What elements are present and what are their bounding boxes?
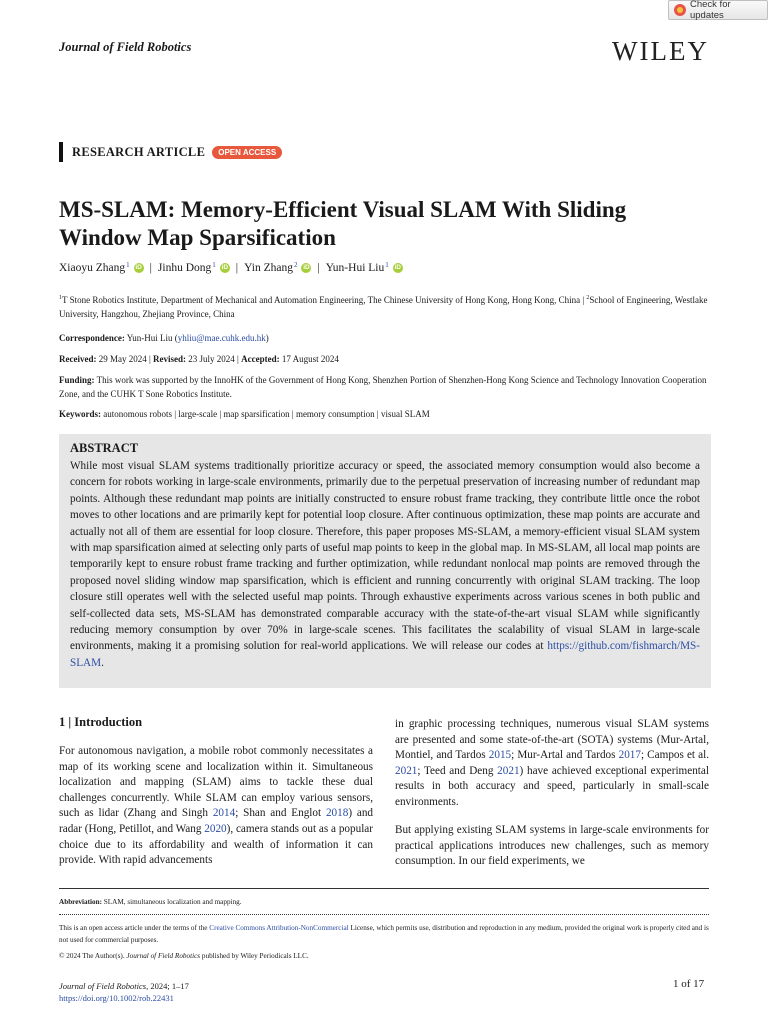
author-name[interactable]: Xiaoyu Zhang xyxy=(59,262,126,274)
intro-text: ; Shan and Englot xyxy=(235,807,326,820)
author-name[interactable]: Jinhu Dong xyxy=(157,262,212,274)
license-text: This is an open access article under the terms of the xyxy=(59,924,210,932)
revised-label: Revised: xyxy=(153,354,187,364)
revised-date: 23 July 2024 | xyxy=(186,354,242,364)
article-title xyxy=(59,196,719,252)
author[interactable] xyxy=(59,262,144,274)
article-type xyxy=(59,142,282,162)
correspondence-name: Yun-Hui Liu ( xyxy=(124,333,178,343)
intro-text: For autonomous navigation, a mobile robot commonly necessitates a map of its working scene and localization within it. Simultaneous localization and mapping (SLAM) aims to tackle these dual challenges concurrently. While SLAM can employ various sensors, such as lidar (Zhang and Singh xyxy=(59,745,373,820)
publisher-logo: WILEY xyxy=(612,36,709,66)
article-type-label: RESEARCH ARTICLE xyxy=(72,144,206,159)
author[interactable] xyxy=(326,262,403,274)
open-access-badge: OPEN ACCESS xyxy=(212,146,282,159)
crossmark-icon xyxy=(674,4,686,16)
intro-text: ) and radar (Hong, Petillot, and Wang xyxy=(59,807,374,835)
citation-link[interactable]: 2020 xyxy=(204,822,227,835)
abstract-text xyxy=(70,458,700,671)
author-separator: | xyxy=(149,262,152,274)
funding-label: Funding: xyxy=(59,375,95,385)
abbreviation-text: SLAM, simultaneous localization and mapping. xyxy=(102,898,242,906)
abbreviation-label: Abbreviation: xyxy=(59,898,102,906)
intro-text: ), camera stands out as a popular choice due to its affordability and wealth of information it can provide. With rapid advancements xyxy=(59,822,373,867)
abstract-heading: ABSTRACT xyxy=(70,441,139,455)
license-link[interactable]: Creative Commons Attribution-NonCommercial xyxy=(209,924,349,932)
affiliation-1: T Stone Robotics Institute, Department of Mechanical and Automation Engineering, The Chinese University of Hong Kong, Hong Kong, China | xyxy=(62,295,587,305)
author-affil-sup: 1 xyxy=(126,261,130,269)
intro-text: ; Mur-Artal and Tardos xyxy=(511,749,619,762)
copyright-note xyxy=(59,950,711,962)
check-for-updates-button[interactable] xyxy=(668,0,768,20)
orcid-icon[interactable]: iD xyxy=(303,264,310,271)
license-text: License, which permits use, distribution and reproduction in any medium, provided the original work is properly cited and is not used for commercial purposes. xyxy=(59,924,709,944)
copyright-text: published by Wiley Periodicals LLC. xyxy=(200,952,309,960)
citation-link[interactable]: 2014 xyxy=(212,807,236,820)
license-note xyxy=(59,922,711,946)
affil-sup: 1 xyxy=(59,295,62,301)
orcid-icon[interactable]: iD xyxy=(221,264,229,271)
received-label: Received: xyxy=(59,354,97,364)
footnote-divider xyxy=(59,914,709,915)
accepted-label: Accepted: xyxy=(241,354,280,364)
footer-journal: Journal of Field Robotics xyxy=(59,981,147,991)
footnote-divider xyxy=(59,888,709,889)
author-name[interactable]: Yin Zhang xyxy=(244,262,293,274)
author-separator: | xyxy=(317,262,320,274)
author-list xyxy=(59,262,403,274)
author-separator: | xyxy=(235,262,239,274)
citation-link[interactable]: 2018 xyxy=(325,807,349,820)
orcid-icon[interactable]: iD xyxy=(135,264,142,271)
author[interactable] xyxy=(158,262,230,274)
author-affil-sup: 1 xyxy=(385,261,389,269)
keywords-text: autonomous robots | large-scale | map sparsification | memory consumption | visual SLAM xyxy=(101,409,430,419)
copyright-journal: Journal of Field Robotics xyxy=(126,952,201,960)
author[interactable] xyxy=(244,262,311,274)
intro-text: ; Campos et al. xyxy=(640,749,709,762)
doi-link[interactable]: https://doi.org/10.1002/rob.22431 xyxy=(59,993,174,1003)
citation-link[interactable]: 2021 xyxy=(497,764,520,777)
abstract-end: . xyxy=(101,656,104,669)
citation-link[interactable]: 2017 xyxy=(618,749,641,762)
page-number: 1 of 17 xyxy=(673,978,705,990)
funding xyxy=(59,373,711,401)
correspondence-label: Correspondence: xyxy=(59,333,125,343)
author-affil-sup: 1 xyxy=(212,261,216,269)
affiliations xyxy=(59,291,711,321)
correspondence-close: ) xyxy=(265,333,269,343)
correspondence xyxy=(59,331,711,345)
section-heading: 1 | Introduction xyxy=(59,715,143,729)
title-line-2: Window Map Sparsification xyxy=(59,225,336,250)
intro-right-paragraph-2: But applying existing SLAM systems in large-scale environments for practical applications introduces new challenges, such as memory consumption. In our field experiments, we xyxy=(395,824,709,868)
accepted-date: 17 August 2024 xyxy=(279,354,339,364)
author-affil-sup: 2 xyxy=(293,261,298,269)
intro-text: ) have achieved exceptional experimental results in both accuracy and speed, particularly in small-scale environments. xyxy=(395,764,709,808)
orcid-icon[interactable]: iD xyxy=(394,264,401,271)
intro-left-column xyxy=(59,744,373,869)
journal-name: Journal of Field Robotics xyxy=(59,40,192,54)
affiliation-2: School of Engineering, Westlake University, Hangzhou, Zhejiang Province, China xyxy=(59,295,708,319)
funding-text: This work was supported by the InnoHK of the Government of Hong Kong, Shenzhen Portion of Shenzhen-Hong Kong Science and Technology Innovation Cooperation Zone, and the CUHK T Sone Robotics Institute. xyxy=(59,375,707,399)
correspondence-email-link[interactable]: yhliu@mae.cuhk.edu.hk xyxy=(177,333,266,343)
keywords-label: Keywords: xyxy=(59,409,101,419)
title-line-1: MS-SLAM: Memory-Efficient Visual SLAM With Sliding xyxy=(59,197,627,222)
citation-link[interactable]: 2015 xyxy=(488,749,512,762)
received-date: 29 May 2024 | xyxy=(96,354,154,364)
citation-link[interactable]: 2021 xyxy=(395,764,418,777)
intro-text: ; Teed and Deng xyxy=(417,764,498,777)
copyright-text: © 2024 The Author(s). xyxy=(59,952,127,960)
affil-sup: 2 xyxy=(586,295,590,301)
abstract-body: While most visual SLAM systems traditionally prioritize accuracy or speed, the associated memory consumption would also become a concern for robots working in large-scale environments, primarily due to the perpetual preservation of increasing number of redundant map points. Although these redundant map points are initially constructed to ensure robust frame tracking, they contribute little once the robot moves to other locations and are primarily kept for potential loop closure. After continuous optimization, these map points are accurate and actually not all of them are essential for loop closure. Therefore, this paper proposes MS-SLAM, a memory-efficient visual SLAM system with map sparsification aimed at selecting only parts of useful map points to keep in the global map. In MS-SLAM, all local map points are temporarily kept to ensure robust frame tracking and further optimization, while redundant nonlocal map points are removed through the proposed novel sliding window map sparsification, which is efficient and running concurrently with original SLAM tracking. The loop closure still operates well with the selected useful map points. Through exhaustive experiments across various scenes in both public and self-collected data sets, MS-SLAM has demonstrated comparable accuracy with the state-of-the-art visual SLAM while significantly reducing memory consumption by over 70% in large-scale scenes. This facilitates the scalability of visual SLAM in large-scale environments, making it a promising solution for real-world applications. We will release our codes at xyxy=(70,460,700,653)
author-name[interactable]: Yun-Hui Liu xyxy=(325,262,385,274)
abbreviation-note xyxy=(59,896,711,908)
article-dates xyxy=(59,352,711,366)
intro-text: in graphic processing techniques, numerous visual SLAM systems are presented and some state-of-the-art (SOTA) systems (Mur-Artal, Montiel, and Tardos xyxy=(395,718,709,762)
keywords xyxy=(59,407,711,421)
code-repo-link[interactable]: https://github.com/fishmarch/MS-SLAM xyxy=(70,640,700,669)
footer-citation xyxy=(59,980,189,1004)
check-for-updates-label: Check for updates xyxy=(689,0,731,21)
intro-right-paragraph-1 xyxy=(395,717,709,811)
footer-cite: , 2024; 1–17 xyxy=(146,981,189,991)
